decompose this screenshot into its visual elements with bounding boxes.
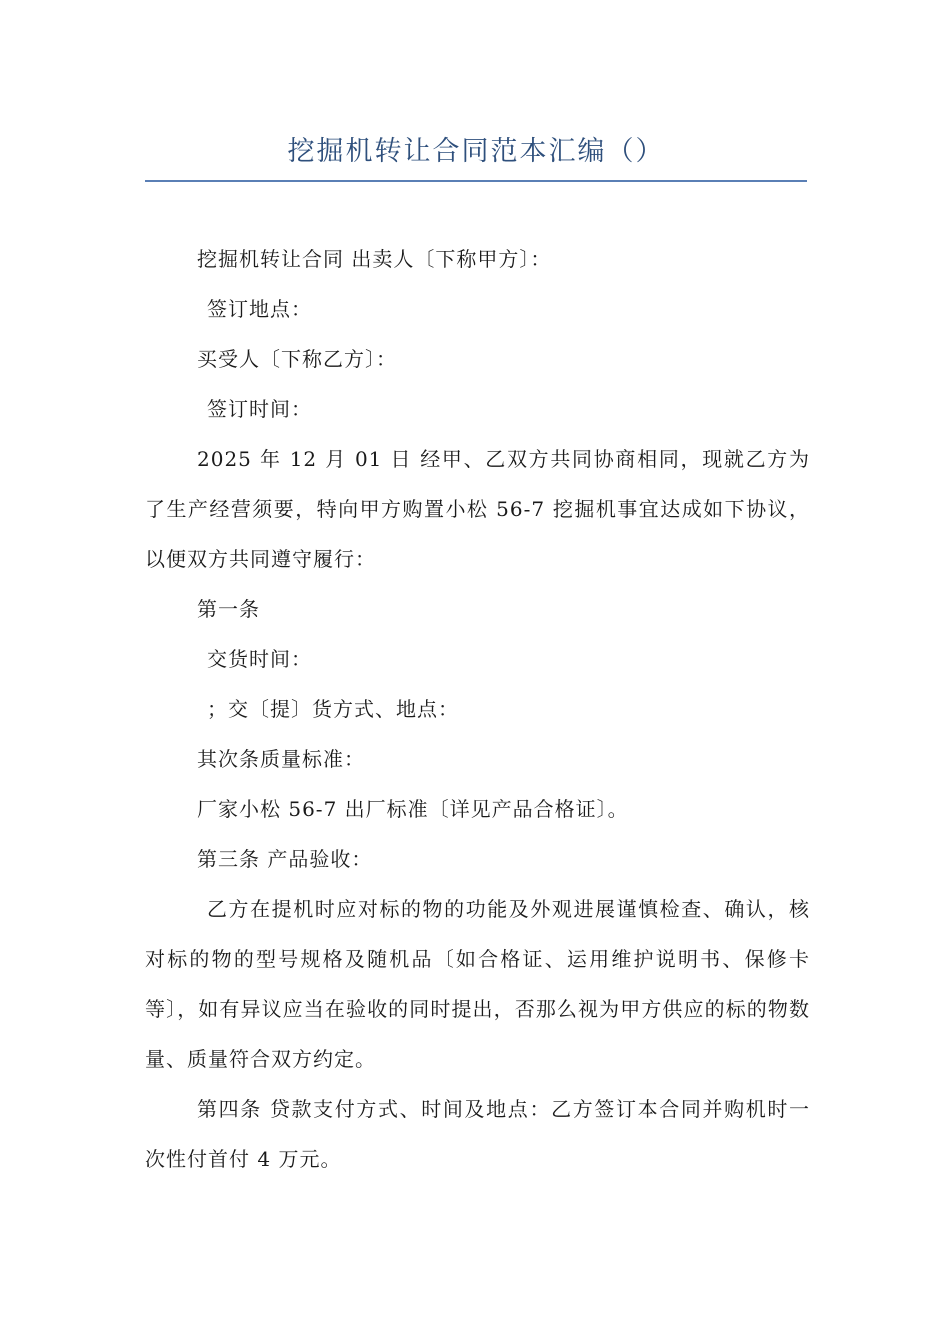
- paragraph: 签订地点：: [207, 297, 312, 321]
- paragraph: 厂家小松 56-7 出厂标准〔详见产品合格证〕。: [197, 797, 629, 821]
- document-body: [145, 234, 810, 1184]
- title-divider: [145, 180, 807, 182]
- document-title: 挖掘机转让合同范本汇编（）: [287, 136, 665, 167]
- paragraph: 挖掘机转让合同 出卖人〔下称甲方〕：: [197, 247, 552, 271]
- paragraph: 买受人〔下称乙方〕：: [197, 347, 397, 371]
- paragraph: 交货时间：: [207, 647, 312, 671]
- paragraph: ；交〔提〕货方式、地点：: [207, 697, 459, 721]
- paragraph: 乙方在提机时应对标的物的功能及外观进展谨慎检查、确认，核对标的物的型号规格及随机品〔如合格证、运用维护说明书、保修卡等〕，如有异议应当在验收的同时提出，否那么视为甲方供应的标的物数量、质量符合双方约定。: [145, 897, 810, 1071]
- paragraph: 签订时间：: [207, 397, 312, 421]
- paragraph: 第一条: [197, 597, 260, 621]
- paragraph: 第四条 贷款支付方式、时间及地点：乙方签订本合同并购机时一次性付首付 4 万元。: [145, 1097, 810, 1171]
- paragraph: 其次条质量标准：: [197, 747, 365, 771]
- paragraph: 第三条 产品验收：: [197, 847, 373, 871]
- paragraph: 2025 年 12 月 01 日 经甲、乙双方共同协商相同，现就乙方为了生产经营须要，特向甲方购置小松 56-7 挖掘机事宜达成如下协议，以便双方共同遵守履行：: [145, 447, 810, 571]
